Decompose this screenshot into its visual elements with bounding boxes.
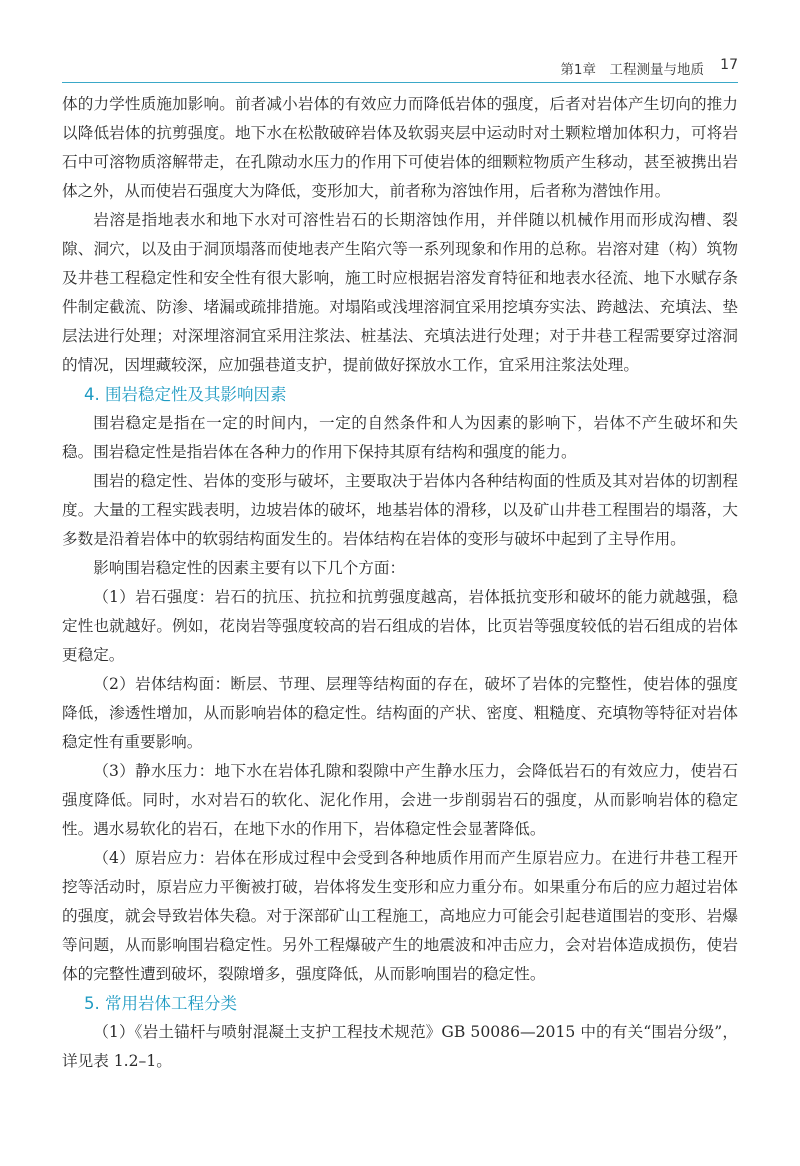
chapter-title: 第1章 工程测量与地质 [560,62,704,78]
page-body [62,90,738,1076]
paragraph: （1）《岩土锚杆与喷射混凝土支护工程技术规范》GB 50086—2015 中的有关“围岩分级”，详见表 1.2–1。 [62,1023,738,1070]
section-heading: 4. 围岩稳定性及其影响因素 [84,385,287,404]
page-header [62,54,738,83]
paragraph: 影响围岩稳定性的因素主要有以下几个方面： [93,559,406,577]
paragraph: （3）静水压力：地下水在岩体孔隙和裂隙中产生静水压力，会降低岩石的有效应力，使岩石强度降低。同时，水对岩石的软化、泥化作用，会进一步削弱岩石的强度，从而影响岩体的稳定性。遇水易软化的岩石，在地下水的作用下，岩体稳定性会显著降低。 [62,762,738,838]
paragraph: 岩溶是指地表水和地下水对可溶性岩石的长期溶蚀作用，并伴随以机械作用而形成沟槽、裂隙、洞穴，以及由于洞顶塌落而使地表产生陷穴等一系列现象和作用的总称。岩溶对建（构）筑物及井巷工程稳定性和安全性有很大影响，施工时应根据岩溶发育特征和地表水径流、地下水赋存条件制定截流、防渗、堵漏或疏排措施。对塌陷或浅埋溶洞宜采用挖填夯实法、跨越法、充填法、垫层法进行处理；对深埋溶洞宜采用注浆法、桩基法、充填法进行处理；对于井巷工程需要穿过溶洞的情况，因埋藏较深，应加强巷道支护，提前做好探放水工作，宜采用注浆法处理。 [62,211,738,374]
paragraph: （2）岩体结构面：断层、节理、层理等结构面的存在，破坏了岩体的完整性，使岩体的强度降低，渗透性增加，从而影响岩体的稳定性。结构面的产状、密度、粗糙度、充填物等特征对岩体稳定性有重要影响。 [62,675,738,751]
paragraph: 围岩的稳定性、岩体的变形与破坏，主要取决于岩体内各种结构面的性质及其对岩体的切割程度。大量的工程实践表明，边坡岩体的破坏，地基岩体的滑移，以及矿山井巷工程围岩的塌落，大多数是沿着岩体中的软弱结构面发生的。岩体结构在岩体的变形与破坏中起到了主导作用。 [62,472,738,548]
paragraph: （4）原岩应力：岩体在形成过程中会受到各种地质作用而产生原岩应力。在进行井巷工程开挖等活动时，原岩应力平衡被打破，岩体将发生变形和应力重分布。如果重分布后的应力超过岩体的强度，就会导致岩体失稳。对于深部矿山工程施工，高地应力可能会引起巷道围岩的变形、岩爆等问题，从而影响围岩稳定性。另外工程爆破产生的地震波和冲击应力，会对岩体造成损伤，使岩体的完整性遭到破坏，裂隙增多，强度降低，从而影响围岩的稳定性。 [62,849,738,983]
paragraph: 体的力学性质施加影响。前者减小岩体的有效应力而降低岩体的强度，后者对岩体产生切向的推力以降低岩体的抗剪强度。地下水在松散破碎岩体及软弱夹层中运动时对土颗粒增加体积力，可将岩石中可溶物质溶解带走，在孔隙动水压力的作用下可使岩体的细颗粒物质产生移动，甚至被携出岩体之外，从而使岩石强度大为降低，变形加大，前者称为溶蚀作用，后者称为潜蚀作用。 [62,95,738,200]
section-heading: 5. 常用岩体工程分类 [84,994,237,1013]
paragraph: （1）岩石强度：岩石的抗压、抗拉和抗剪强度越高，岩体抵抗变形和破坏的能力就越强，稳定性也就越好。例如，花岗岩等强度较高的岩石组成的岩体，比页岩等强度较低的岩石组成的岩体更稳定。 [62,588,738,664]
paragraph: 围岩稳定是指在一定的时间内，一定的自然条件和人为因素的影响下，岩体不产生破坏和失稳。围岩稳定性是指岩体在各种力的作用下保持其原有结构和强度的能力。 [62,414,738,461]
page-number: 17 [720,57,738,73]
